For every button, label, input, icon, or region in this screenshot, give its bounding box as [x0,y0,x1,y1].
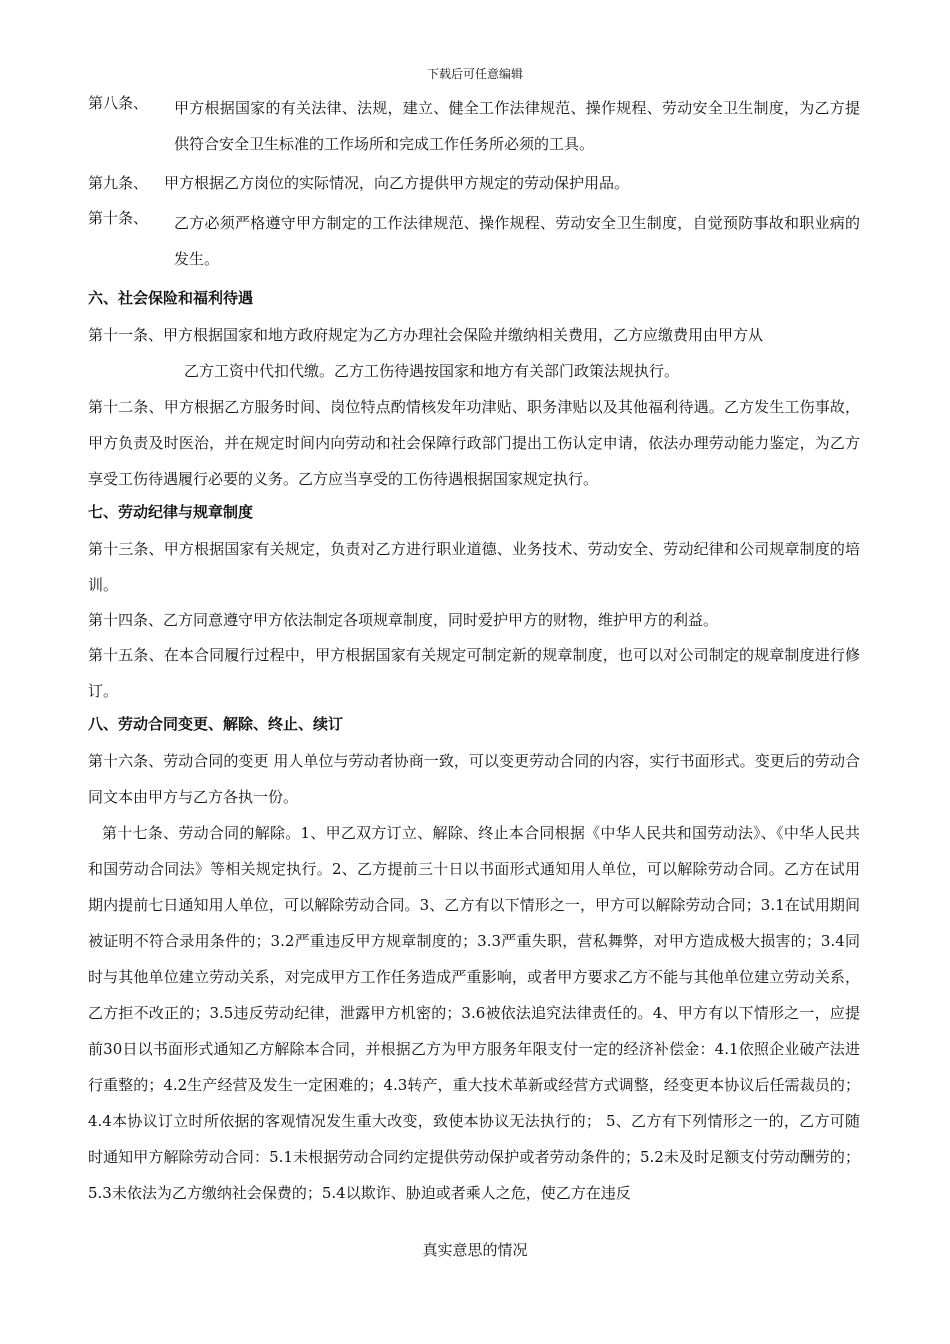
article-text-line: 乙方工资中代扣代缴。乙方工伤待遇按国家和地方有关部门政策法规执行。 [184,362,680,380]
article-8 [88,90,860,162]
article-13: 第十三条、甲方根据国家有关规定，负责对乙方进行职业道德、业务技术、劳动安全、劳动纪律和公司规章制度的培训。 [88,540,860,594]
article-9 [88,170,860,197]
section-heading-6: 六、社会保险和福利待遇 [88,289,254,307]
article-number: 第八条、 [88,94,149,112]
article-12: 第十二条、甲方根据乙方服务时间、岗位特点酌情核发年功津贴、职务津贴以及其他福利待遇。乙方发生工伤事故，甲方负责及时医治，并在规定时间内向劳动和社会保障行政部门提出工伤认定申请，依法办理劳动能力鉴定，为乙方享受工伤待遇履行必要的义务。乙方应当享受的工伤待遇根据国家规定执行。 [88,398,860,488]
article-15: 第十五条、在本合同履行过程中，甲方根据国家有关规定可制定新的规章制度，也可以对公司制定的规章制度进行修订。 [88,646,860,700]
document-body [88,90,860,1211]
article-text-line: 第十一条、甲方根据国家和地方政府规定为乙方办理社会保险并缴纳相关费用，乙方应缴费用由甲方从 [88,326,764,344]
article-text: 甲方根据乙方岗位的实际情况，向乙方提供甲方规定的劳动保护用品。 [164,174,630,192]
article-14: 第十四条、乙方同意遵守甲方依法制定各项规章制度，同时爱护甲方的财物，维护甲方的利益。 [88,611,719,629]
section-heading-8: 八、劳动合同变更、解除、终止、续订 [88,715,344,733]
article-number: 第九条、 [88,174,149,192]
section-heading-7: 七、劳动纪律与规章制度 [88,503,254,521]
article-17: 第十七条、劳动合同的解除。1、甲乙双方订立、解除、终止本合同根据《中华人民共和国劳动法》、《中华人民共和国劳动合同法》等相关规定执行。2、乙方提前三十日以书面形式通知用人单位，可以解除劳动合同。乙方在试用期内提前七日通知用人单位，可以解除劳动合同。3、乙方有以下情形之一，甲方可以解除劳动合同；3.1在试用期间被证明不符合录用条件的；3.2严重违反甲方规章制度的；3.3严重失职，营私舞弊，对甲方造成极大损害的；3.4同时与其他单位建立劳动关系，对完成甲方工作任务造成严重影响，或者甲方要求乙方不能与其他单位建立劳动关系，乙方拒不改正的；3.5违反劳动纪律，泄露甲方机密的；3.6被依法追究法律责任的。4、甲方有以下情形之一，应提前30日以书面形式通知乙方解除本合同，并根据乙方为甲方服务年限支付一定的经济补偿金：4.1依照企业破产法进行重整的；4.2生产经营及发生一定困难的；4.3转产，重大技术革新或经营方式调整，经变更本协议后任需裁员的；4.4本协议订立时所依据的客观情况发生重大改变，致使本协议无法执行的； 5、乙方有下列情形之一的，乙方可随时通知甲方解除劳动合同：5.1未根据劳动合同约定提供劳动保护或者劳动条件的；5.2未及时足额支付劳动酬劳的；5.3未依法为乙方缴纳社会保费的；5.4以欺诈、胁迫或者乘人之危，使乙方在违反 [88,824,860,1202]
article-text: 乙方必须严格遵守甲方制定的工作法律规范、操作规程、劳动安全卫生制度，自觉预防事故和职业病的发生。 [174,214,860,268]
page-header: 下载后可任意编辑 [426,67,523,81]
page-footer: 真实意思的情况 [422,1241,528,1259]
article-11 [88,317,860,389]
article-10 [88,205,860,277]
article-text: 甲方根据国家的有关法律、法规，建立、健全工作法律规范、操作规程、劳动安全卫生制度，为乙方提供符合安全卫生标准的工作场所和完成工作任务所必须的工具。 [174,99,860,153]
article-number: 第十条、 [88,209,149,227]
article-16: 第十六条、劳动合同的变更 用人单位与劳动者协商一致，可以变更劳动合同的内容，实行书面形式。变更后的劳动合同文本由甲方与乙方各执一份。 [88,752,860,806]
